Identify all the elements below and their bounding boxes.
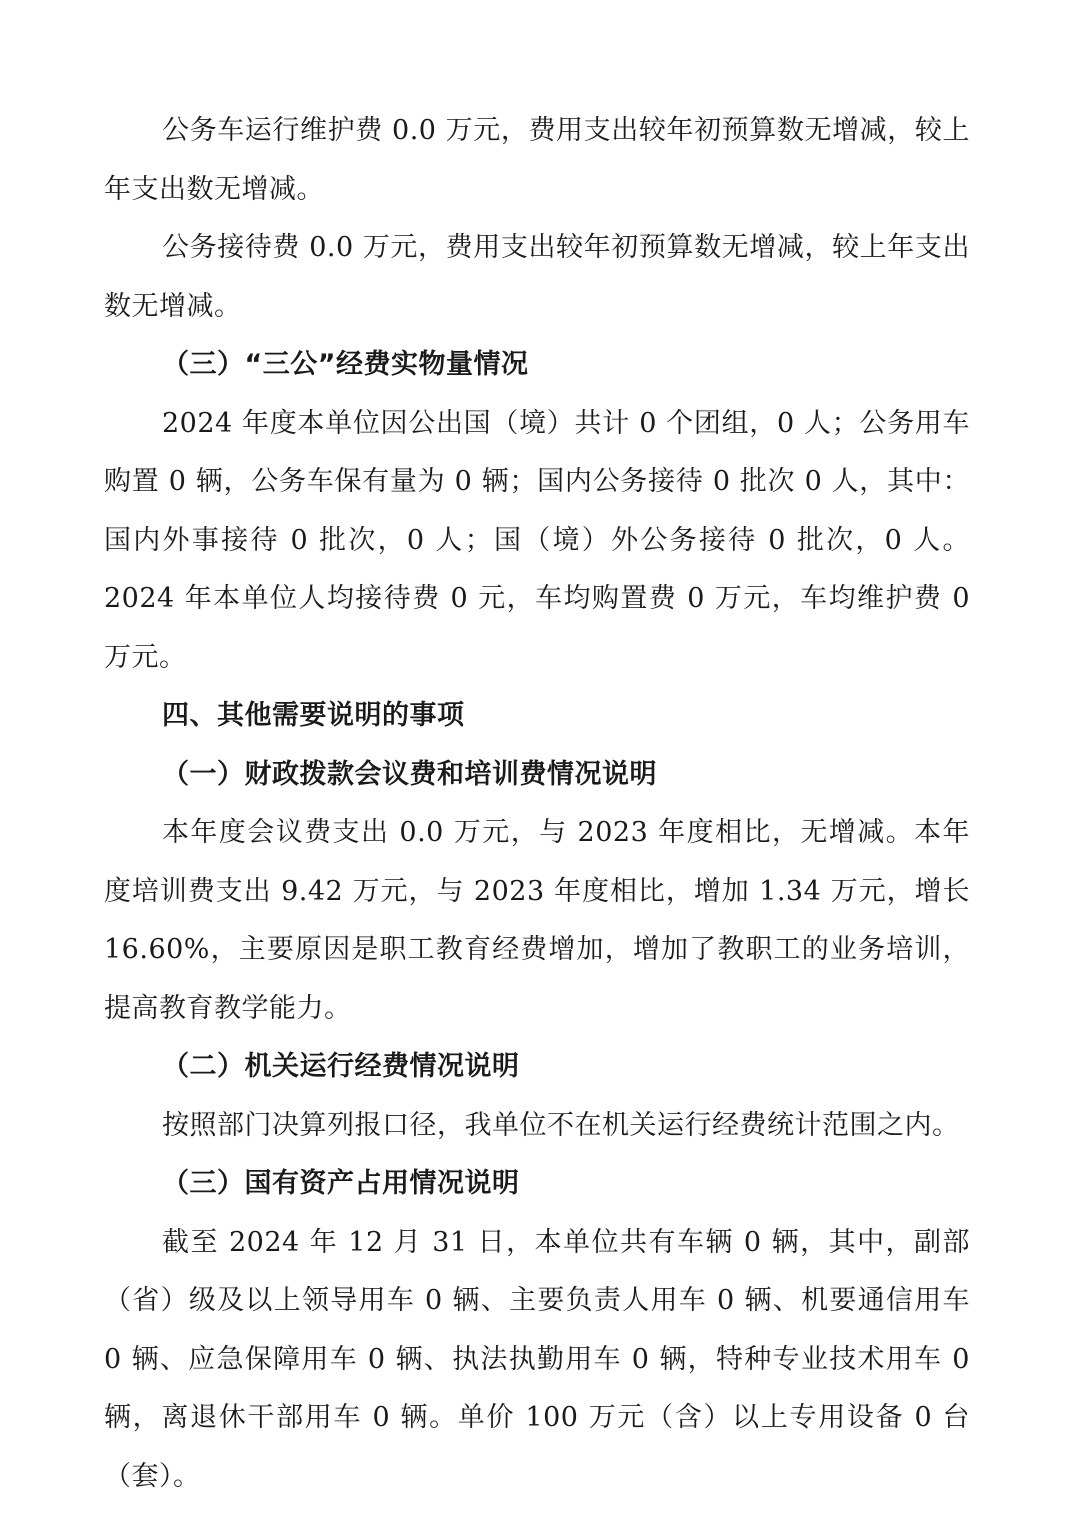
paragraph-state-assets: 截至 2024 年 12 月 31 日，本单位共有车辆 0 辆，其中，副部（省）级及以上领导用车 0 辆、主要负责人用车 0 辆、机要通信用车 0 辆、应急保障用车 0 辆、执法执勤用车 0 辆，特种专业技术用车 0 辆，离退休干部用车 0 辆。单价 100 万元（含）以上专用设备 0 台（套）。 <box>104 1226 970 1492</box>
paragraph-operating-expenses: 按照部门决算列报口径，我单位不在机关运行经费统计范围之内。 <box>162 1109 960 1141</box>
paragraph-vehicle-maintenance: 公务车运行维护费 0.0 万元，费用支出较年初预算数无增减，较上年支出数无增减。 <box>104 115 970 205</box>
paragraph-meeting-training: 本年度会议费支出 0.0 万元，与 2023 年度相比，无增减。本年度培训费支出 9.42 万元，与 2023 年度相比，增加 1.34 万元，增长 16.60%，主要原因是职工教育经费增加，增加了教职工的业务培训，提高教育教学能力。 <box>104 817 970 1024</box>
heading-state-assets: （三）国有资产占用情况说明 <box>162 1168 520 1199</box>
heading-other-matters: 四、其他需要说明的事项 <box>162 700 465 731</box>
heading-meeting-training: （一）财政拨款会议费和培训费情况说明 <box>162 758 657 790</box>
paragraph-reception-fee: 公务接待费 0.0 万元，费用支出较年初预算数无增减，较上年支出数无增减。 <box>104 232 970 322</box>
heading-operating-expenses: （二）机关运行经费情况说明 <box>162 1051 520 1082</box>
paragraph-physical-quantity: 2024 年度本单位因公出国（境）共计 0 个团组，0 人；公务用车购置 0 辆，公务车保有量为 0 辆；国内公务接待 0 批次 0 人，其中：国内外事接待 0 批次，0 人；国（境）外公务接待 0 批次，0 人。2024 年本单位人均接待费 0 元，车均购置费 0 万元，车均维护费 0 万元。 <box>104 407 970 673</box>
heading-three-public-physical: （三）“三公”经费实物量情况 <box>162 349 529 380</box>
document-body <box>104 102 970 1506</box>
